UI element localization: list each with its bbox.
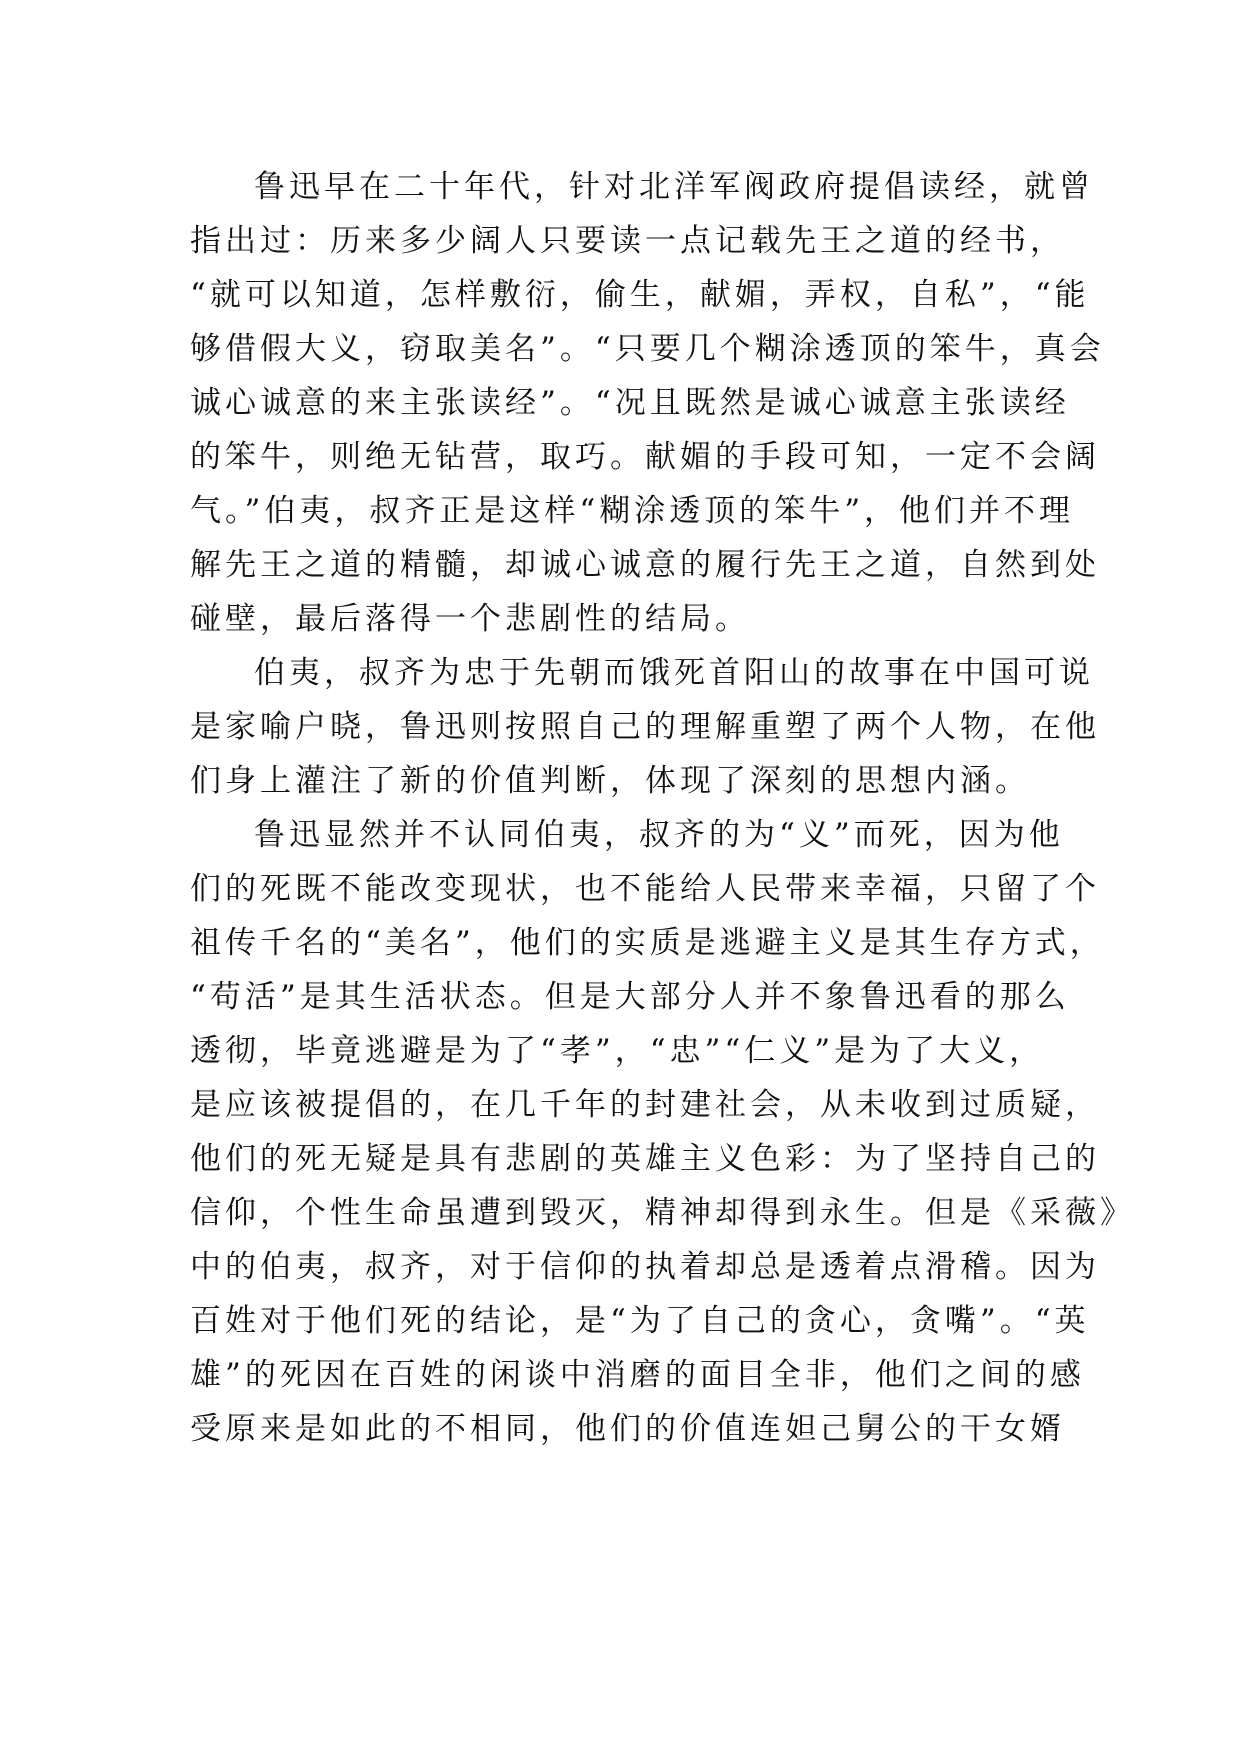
body-text [190,160,1135,1456]
paragraph-1-line-3: “就可以知道，怎样敷衍，偷生，献媚，弄权，自私”，“能 [190,277,1090,313]
paragraph-3-line-7: 他们的死无疑是具有悲剧的英雄主义色彩：为了坚持自己的 [190,1141,1100,1177]
paragraph-1-line-9: 碰壁，最后落得一个悲剧性的结局。 [190,601,750,637]
paragraph-1-line-6: 的笨牛，则绝无钻营，取巧。献媚的手段可知，一定不会阔 [190,439,1100,475]
paragraph-3-line-10: 百姓对于他们死的结论，是“为了自己的贪心，贪嘴”。“英 [190,1303,1090,1339]
paragraph-3-line-12: 受原来是如此的不相同，他们的价值连妲己舅公的干女婿 [190,1411,1065,1447]
paragraph-1-line-1: 鲁迅早在二十年代，针对北洋军阀政府提倡读经，就曾 [254,169,1094,205]
paragraph-3-line-2: 们的死既不能改变现状，也不能给人民带来幸福，只留了个 [190,871,1100,907]
paragraph-3-line-3: 祖传千名的“美名”，他们的实质是逃避主义是其生存方式， [190,925,1105,961]
paragraph-3-line-5: 透彻，毕竟逃避是为了“孝”，“忠”“仁义”是为了大义， [190,1033,1045,1069]
paragraph-2-line-2: 是家喻户晓，鲁迅则按照自己的理解重塑了两个人物，在他 [190,709,1100,745]
paragraph-1-line-7: 气。”伯夷，叔齐正是这样“糊涂透顶的笨牛”，他们并不理 [190,493,1075,529]
paragraph-3-line-4: “苟活”是其生活状态。但是大部分人并不象鲁迅看的那么 [190,979,1070,1015]
paragraph-2-line-3: 们身上灌注了新的价值判断，体现了深刻的思想内涵。 [190,763,1030,799]
paragraph-1-line-4: 够借假大义，窃取美名”。“只要几个糊涂透顶的笨牛，真会 [190,331,1105,367]
paragraph-3-line-1: 鲁迅显然并不认同伯夷，叔齐的为“义”而死，因为他 [254,817,1064,853]
paragraph-1-line-8: 解先王之道的精髓，却诚心诚意的履行先王之道，自然到处 [190,547,1100,583]
paragraph-3-line-9: 中的伯夷，叔齐，对于信仰的执着却总是透着点滑稽。因为 [190,1249,1100,1285]
paragraph-3-line-6: 是应该被提倡的，在几千年的封建社会，从未收到过质疑， [190,1087,1100,1123]
paragraph-2-line-1: 伯夷，叔齐为忠于先朝而饿死首阳山的故事在中国可说 [254,655,1094,691]
paragraph-1-line-5: 诚心诚意的来主张读经”。“况且既然是诚心诚意主张读经 [190,385,1070,421]
paragraph-3-line-8: 信仰，个性生命虽遭到毁灭，精神却得到永生。但是《采薇》 [190,1195,1135,1231]
paragraph-3-line-11: 雄”的死因在百姓的闲谈中消磨的面目全非，他们之间的感 [190,1357,1085,1393]
paragraph-1-line-2: 指出过：历来多少阔人只要读一点记载先王之道的经书， [190,223,1065,259]
